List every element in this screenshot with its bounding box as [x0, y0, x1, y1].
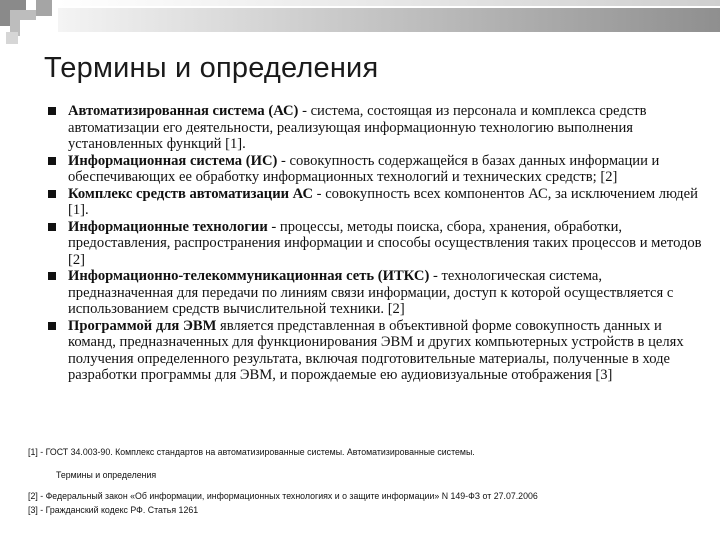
- definition: - совокупность содержащейся в базах данных информации и обеспечивающих ее обработку информационных технологий и технических средств; [2]: [68, 152, 660, 185]
- term: Информационно-телекоммуникационная сеть (ИТКС): [68, 268, 430, 284]
- decor-square: [20, 20, 38, 38]
- list-item: [44, 268, 704, 318]
- square-bullet-icon: [48, 223, 56, 231]
- list-item: [44, 153, 704, 186]
- square-bullet-icon: [48, 322, 56, 330]
- term: Информационные технологии: [68, 218, 268, 235]
- square-bullet-icon: [48, 157, 56, 165]
- square-bullet-icon: [48, 190, 56, 198]
- term: Информационная система (ИС): [68, 152, 278, 169]
- definition: - процессы, методы поиска, сбора, хранения, обработки, предоставления, распространения информации и способы осуществления таких процессов и методов [2]: [68, 218, 702, 268]
- definition: - система, состоящая из персонала и комплекса средств автоматизации его деятельности, реализующая информационную технологию выполнения установленных функций [1].: [68, 103, 647, 152]
- footnote-3: [3] - Гражданский кодекс РФ. Статья 1261: [28, 505, 199, 515]
- list-item: [44, 318, 704, 384]
- header-bar-top: [58, 0, 720, 6]
- definitions-list: [44, 103, 704, 384]
- square-bullet-icon: [48, 107, 56, 115]
- footnote-2: [2] - Федеральный закон «Об информации, информационных технологиях и о защите информации» N 149-ФЗ от 27.07.2006: [28, 491, 538, 501]
- definition: - технологическая система, предназначенная для передачи по линиям связи информации, доступ к которой осуществляется с использованием средств вычислительной техники. [2]: [68, 268, 674, 317]
- list-item: [44, 219, 704, 269]
- list-item: [44, 186, 704, 219]
- term: Автоматизированная система (АС): [68, 103, 299, 119]
- list-item: [44, 103, 704, 153]
- term: Комплекс средств автоматизации АС: [68, 185, 314, 202]
- term: Программой для ЭВМ: [68, 317, 217, 334]
- decor-square: [6, 32, 18, 44]
- definition: является представленная в объективной форме совокупность данных и команд, предназначенных для функционирования ЭВМ и других компьютерных устройств в целях получения определенного результата, включая подготовительные материалы, полученные в ходе разработки программы для ЭВМ, и порождаемые ею аудиовизуальные отображения [3]: [68, 317, 684, 383]
- decor-square: [36, 0, 52, 16]
- square-bullet-icon: [48, 272, 56, 280]
- header-gradient-bar: [58, 8, 720, 32]
- footnote-1-continuation: Термины и определения: [56, 470, 157, 480]
- definition: - совокупность всех компонентов АС, за исключением людей [1].: [68, 185, 698, 218]
- slide-title: Термины и определения: [44, 52, 379, 84]
- footnote-1: [1] - ГОСТ 34.003-90. Комплекс стандартов на автоматизированные системы. Автоматизированные системы.: [28, 447, 475, 457]
